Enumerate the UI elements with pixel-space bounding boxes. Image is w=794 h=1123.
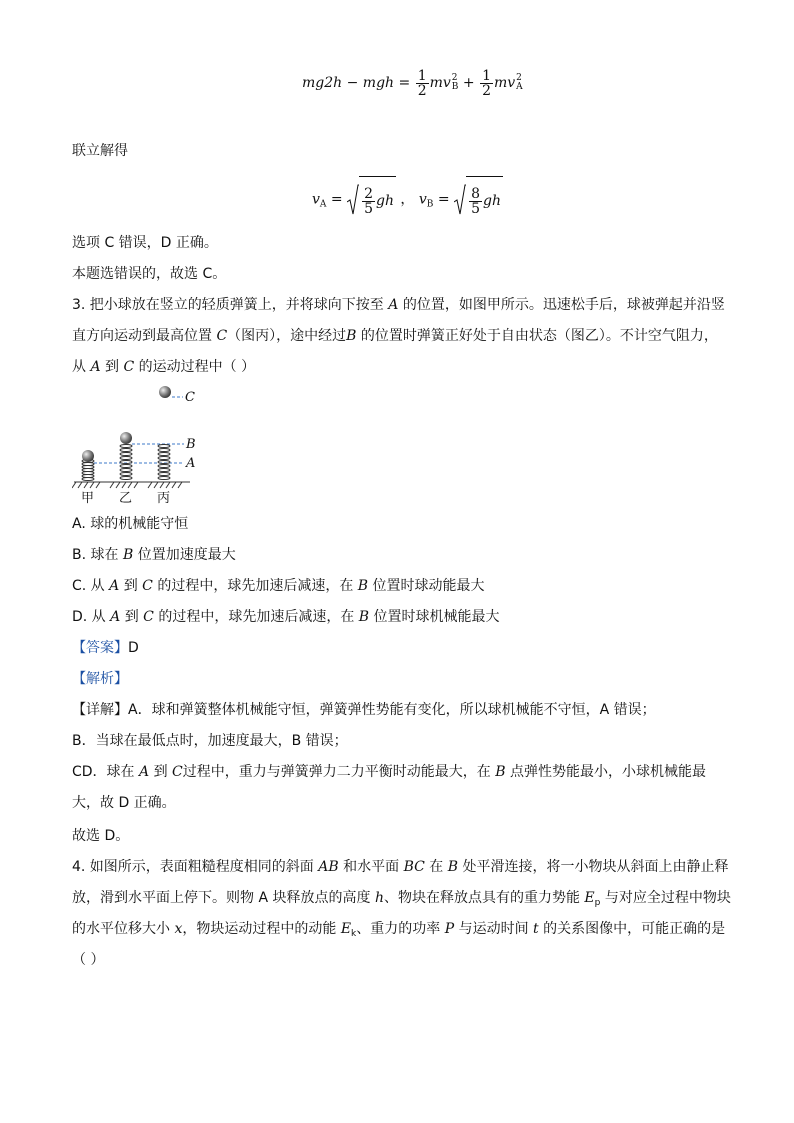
- answer-value: D: [128, 640, 139, 656]
- spring-yi: [120, 445, 132, 480]
- fraction-half-2: $\frac{1}{2}$: [482, 67, 491, 99]
- label-b: B: [186, 437, 196, 452]
- separator: ，: [400, 191, 415, 208]
- plus-sign: +: [462, 75, 475, 91]
- answer-tag: 【答案】: [72, 640, 128, 656]
- ball-yi: [120, 432, 132, 444]
- ball-jia: [82, 450, 94, 462]
- term-mv: mv: [493, 75, 516, 91]
- equation-energy: mg2h − mgh = $\frac{1}{2}$ mv 2 B + $\frac{1}{2}$ mv 2 A: [302, 67, 523, 99]
- ground-hatch: [72, 482, 190, 488]
- spring-jia: [82, 460, 94, 481]
- var-v: v: [418, 191, 427, 208]
- text-pick-c: 本题选错误的，故选 C。: [72, 266, 227, 282]
- option-b: B. 球在 B 位置加速度最大: [72, 547, 236, 563]
- equation-lhs: mg2h − mgh =: [302, 75, 411, 91]
- equation-velocities: [312, 176, 503, 227]
- fraction-half-1: $\frac{1}{2}$: [417, 67, 427, 99]
- q4-line1: 4. 如图所示，表面粗糙程度相同的斜面 AB 和水平面 BC 在 B 处平滑连接，将一小物块从斜面上由静止释: [72, 859, 729, 875]
- detail-line4: 大，故 D 正确。: [72, 795, 176, 811]
- ball-c: [159, 386, 171, 398]
- equals-sign: =: [437, 191, 450, 208]
- q4-line3: 的水平位移大小 x，物块运动过程中的动能 $E_k$、重力的功率 P 与运动时间 t 的关系图像中，可能正确的是: [72, 921, 726, 939]
- option-c: C. 从 A 到 C 的过程中，球先加速后减速，在 B 位置时球动能最大: [72, 578, 485, 594]
- analysis-tag: 【解析】: [72, 671, 128, 687]
- q3-line1: 3. 把小球放在竖立的轻质弹簧上，并将球向下按至 A 的位置，如图甲所示。迅速松手后，球被弹起并沿竖: [72, 297, 725, 313]
- detail-line3: CD．球在 A 到 C过程中，重力与弹簧弹力二力平衡时动能最大，在 B 点弹性势能最小，小球机械能最: [72, 764, 706, 780]
- option-d: D. 从 A 到 C 的过程中，球先加速后减速，在 B 位置时球机械能最大: [72, 609, 500, 625]
- text-option-cd: 选项 C 错误，D 正确。: [72, 235, 218, 251]
- detail-line5: 故选 D。: [72, 828, 130, 844]
- q4-line4: （ ）: [72, 952, 105, 968]
- caption-bing: 丙: [157, 491, 171, 506]
- term-mv: mv: [429, 75, 451, 91]
- sub-b: B: [426, 199, 434, 210]
- detail-line1: 【详解】A．球和弹簧整体机械能守恒，弹簧弹性势能有变化，所以球机械能不守恒，A 错误；: [72, 702, 656, 718]
- label-a: A: [186, 456, 196, 471]
- label-c: C: [185, 390, 195, 405]
- q3-line3: 从 A 到 C 的运动过程中（ ）: [72, 359, 256, 375]
- sub-a: A: [319, 199, 327, 210]
- answer-line: [72, 638, 139, 658]
- equals-sign: =: [330, 191, 343, 208]
- option-a: A. 球的机械能守恒: [72, 516, 189, 532]
- sqrt-va: $\frac{2}{5}$ gh: [347, 176, 396, 223]
- caption-yi: 乙: [119, 491, 133, 506]
- detail-line2: B．当球在最低点时，加速度最大，B 错误；: [72, 733, 348, 749]
- text-lianli: 联立解得: [72, 143, 128, 159]
- q3-line2: 直方向运动到最高位置 C（图丙），途中经过B 的位置时弹簧正好处于自由状态（图乙）。不计空气阻力，: [72, 328, 718, 344]
- var-v: v: [312, 191, 320, 208]
- spring-figure: [72, 382, 212, 506]
- sqrt-vb: $\frac{8}{5}$ gh: [454, 176, 503, 223]
- caption-jia: 甲: [81, 491, 95, 506]
- spring-bing: [158, 445, 170, 480]
- q4-line2: 放，滑到水平面上停下。则物 A 块释放点的高度 h、物块在释放点具有的重力势能 $E_p$ 与对应全过程中物块: [72, 890, 731, 908]
